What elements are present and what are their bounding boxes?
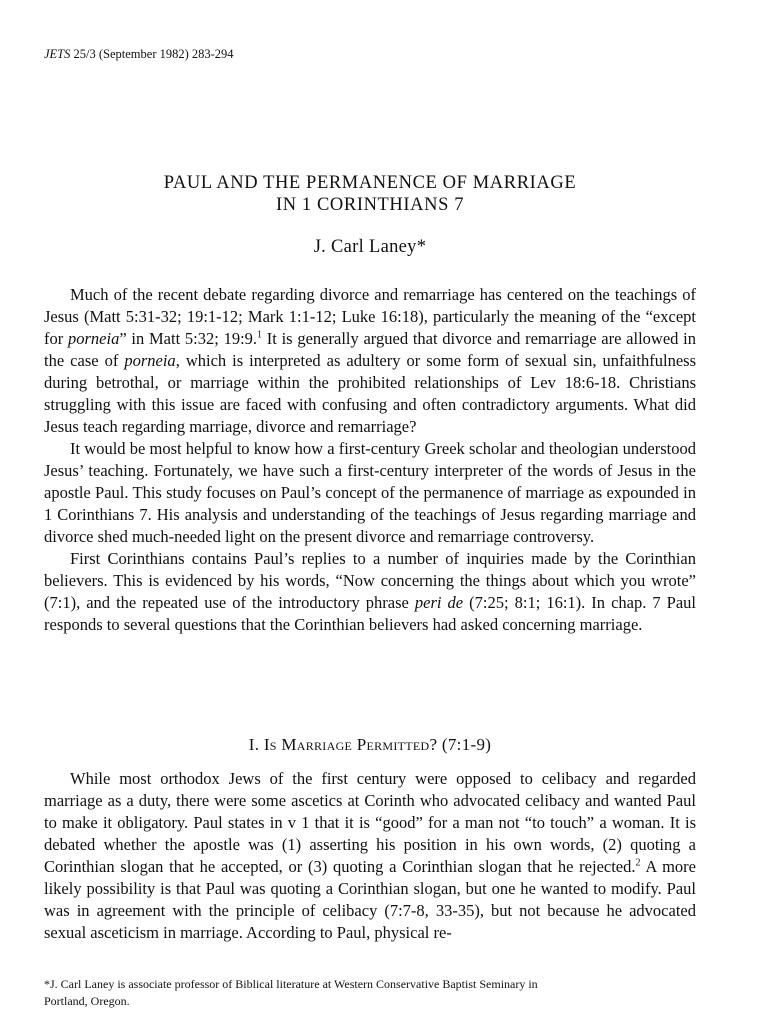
term-porneia: porneia [124,351,176,370]
citation-details: 25/3 (September 1982) 283-294 [70,47,234,61]
footnote-ref-2: 2 [635,857,641,869]
paragraph-4 [44,768,696,944]
paragraph-2: It would be most helpful to know how a first-century Greek scholar and theologian understood Jesus’ teaching. Fortunately, we have such a first-century interpreter of the words of Jesus in the apostle Paul. This study focuses on Paul’s concept of the permanence of marriage as expounded in 1 Corinthians 7. His analysis and understanding of the teachings of Jesus regarding marriage and divorce shed much-needed light on the present divorce and remarriage controversy. [44,439,696,546]
footnote-line-1: *J. Carl Laney is associate professor of Biblical literature at Western Conservative Baptist Seminary in [44,977,538,991]
paragraph-1-text-a: Much of the recent debate regarding divorce and remarriage has centered on the teachings of Jesus (Matt 5:31-32; 19:1-12; Mark 1:1-12; Luke 16:18), particularly the meaning of the “except for [44,285,696,348]
paragraph-1-text-b: ” in Matt 5:32; 19:9. [119,329,258,348]
section-1-text [44,768,696,944]
paragraph-3-text-b: (7:25; 8:1; 16:1). In chap. 7 Paul responds to several questions that the Corinthian believers had asked concerning marriage. [44,593,697,634]
term-porneia: porneia [68,329,120,348]
footnote-line-2: Portland, Oregon. [44,994,130,1008]
section-numeral: I. [248,735,264,754]
term-peri-de: peri de [414,593,464,612]
section-heading-1 [44,734,696,756]
journal-abbreviation: JETS [44,47,71,61]
paragraph-3 [44,548,696,636]
author-footnote [44,976,704,1010]
paragraph-1-text-c: It is generally argued that divorce and remarriage are allowed in the case of [44,329,696,370]
article-title [44,172,696,216]
title-line-2: IN 1 CORINTHIANS 7 [275,195,465,215]
section-heading-reference: (7:1-9) [437,735,492,754]
paragraph-4-text-b: A more likely possibility is that Paul was quoting a Corinthian slogan, but one he wanted to modify. Paul was in agreement with the principle of celibacy (7:7-8, 33-35), but not because he advocated sexual asceticism in marriage. According to Paul, physical re- [44,857,697,942]
paragraph-1 [44,284,696,438]
author-name: J. Carl Laney* [313,237,427,257]
section-heading-text: Is Marriage Permitted? [263,735,438,754]
paragraph-4-text-a: While most orthodox Jews of the first century were opposed to celibacy and regarded marriage as a duty, there were some ascetics at Corinth who advocated celibacy and wanted Paul to make it obligatory. Paul states in v 1 that it is “good” for a man not “to touch” a woman. It is debated whether the apostle was (1) asserting his position in his own words, (2) quoting a Corinthian slogan that he accepted, or (3) quoting a Corinthian slogan that he rejected. [44,769,696,876]
footnote-ref-1: 1 [257,329,263,341]
paragraph-3-text-a: First Corinthians contains Paul’s replies to a number of inquiries made by the Corinthian believers. This is evidenced by his words, “Now concerning the things about which you wrote” (7:1), and the repeated use of the introductory phrase [44,549,696,612]
paragraph-1-text-d: , which is interpreted as adultery or some form of sexual sin, unfaithfulness during betrothal, or marriage within the prohibited relationships of Lev 18:6-18. Christians struggling with this issue are faced with confusing and often contradictory arguments. What did Jesus teach regarding marriage, divorce and remarriage? [44,351,696,436]
title-line-1: PAUL AND THE PERMANENCE OF MARRIAGE [163,173,577,193]
journal-citation [44,46,234,62]
intro-text [44,284,696,636]
